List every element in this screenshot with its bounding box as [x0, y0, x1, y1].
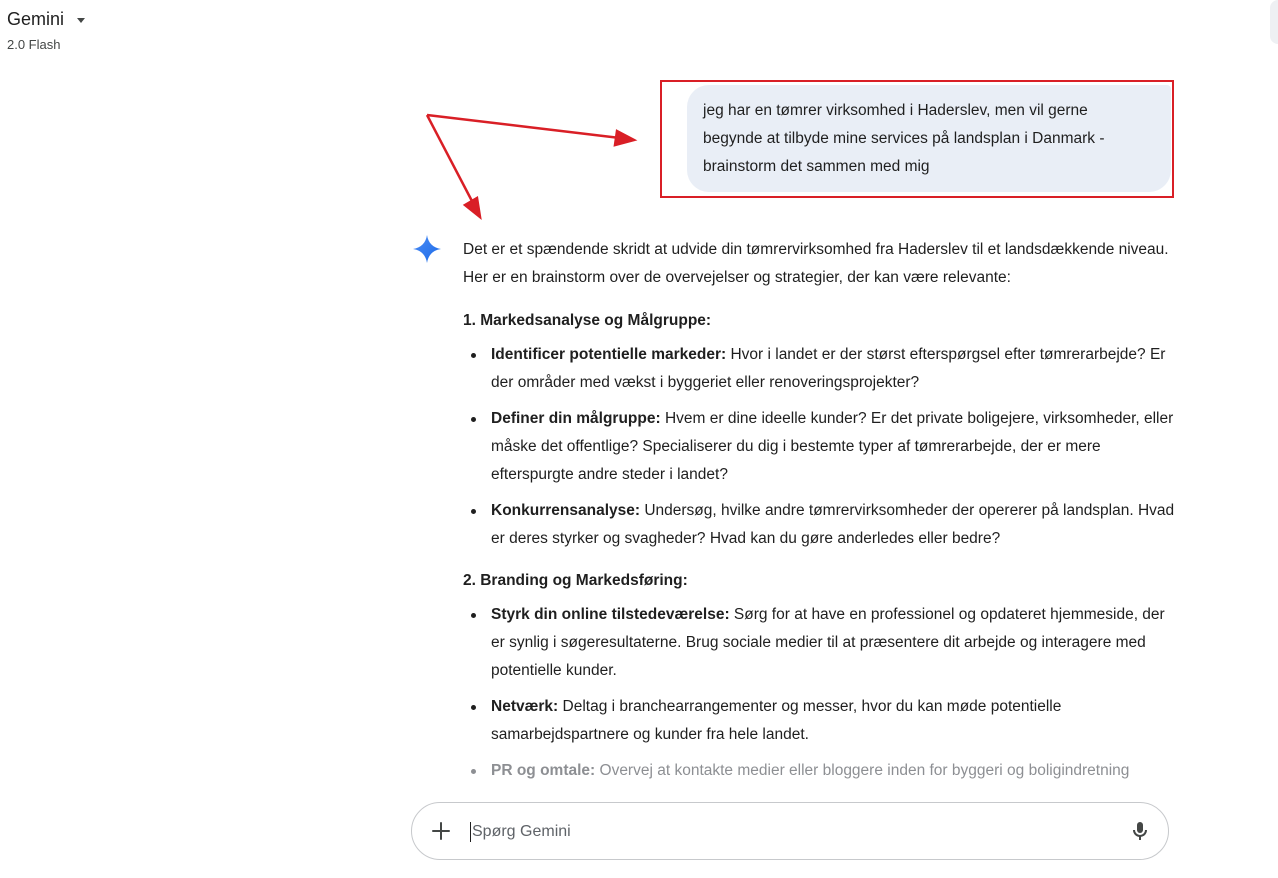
user-message-line: brainstorm det sammen med mig — [703, 158, 930, 175]
item-label: Identificer potentielle markeder: — [491, 346, 727, 363]
model-selector[interactable] — [7, 9, 85, 30]
list-item — [491, 757, 1175, 785]
arrow-to-response — [427, 115, 473, 203]
annotation-highlight-box — [660, 80, 1174, 198]
user-message-line: begynde at tilbyde mine services på landsplan i Danmark - — [703, 130, 1105, 147]
arrow-to-message — [427, 115, 620, 138]
prompt-input[interactable] — [470, 817, 1074, 847]
microphone-icon[interactable] — [1128, 819, 1152, 843]
side-panel-tab[interactable] — [1270, 0, 1278, 44]
list-item — [491, 341, 1175, 397]
model-version: 2.0 Flash — [7, 37, 61, 52]
item-label: PR og omtale: — [491, 762, 596, 779]
gemini-sparkle-icon — [412, 234, 442, 264]
bullet-list — [463, 341, 1175, 553]
list-item — [491, 693, 1175, 749]
item-label: Netværk: — [491, 698, 559, 715]
caret-down-icon — [77, 18, 85, 23]
item-text: Sørg for at have en professionel og opdateret hjemmeside, der er synlig i søgeresultaterne. Brug sociale medier til at præsentere dit arbejde og interagere med potentielle kunder. — [491, 606, 1165, 679]
bullet-list — [463, 601, 1175, 785]
model-response — [463, 236, 1175, 799]
arrow-head-message — [615, 131, 634, 145]
arrow-head-response — [465, 198, 480, 217]
model-name: Gemini — [7, 9, 65, 29]
item-label: Definer din målgruppe: — [491, 410, 661, 427]
response-intro: Det er et spændende skridt at udvide din tømrervirksomhed fra Haderslev til et landsdækkende niveau. Her er en brainstorm over de overvejelser og strategier, der kan være relevante: — [463, 241, 1169, 286]
item-text: Undersøg, hvilke andre tømrervirksomheder der opererer på landsplan. Hvad er deres styrker og svagheder? Hvad kan du gøre anderledes eller bedre? — [491, 502, 1175, 547]
list-item — [491, 405, 1175, 489]
plus-icon[interactable] — [430, 820, 452, 842]
user-message-line: jeg har en tømrer virksomhed i Haderslev, men vil gerne — [703, 102, 1088, 119]
text-cursor — [470, 822, 471, 842]
item-text: Deltag i branchearrangementer og messer, hvor du kan møde potentielle samarbejdspartnere og kunder fra hele landet. — [491, 698, 1062, 743]
item-text: Overvej at kontakte medier eller bloggere inden for byggeri og boligindretning — [595, 762, 1130, 779]
section-heading: 1. Markedsanalyse og Målgruppe: — [463, 312, 712, 329]
section-heading: 2. Branding og Markedsføring: — [463, 572, 688, 589]
item-label: Styrk din online tilstedeværelse: — [491, 606, 730, 623]
item-text: Hvor i landet er der størst efterspørgsel efter tømrerarbejde? Er der områder med vækst i byggeriet eller renoveringsprojekter? — [491, 346, 1166, 391]
list-item — [491, 601, 1175, 685]
item-text: Hvem er dine ideelle kunder? Er det private boligejere, virksomheder, eller måske det offentlige? Specialiserer du dig i bestemte typer af tømrerarbejde, der er mere efterspurgte andre steder i landet? — [491, 410, 1174, 483]
item-label: Konkurrensanalyse: — [491, 502, 641, 519]
list-item — [491, 497, 1175, 553]
prompt-input-bar — [411, 802, 1169, 860]
